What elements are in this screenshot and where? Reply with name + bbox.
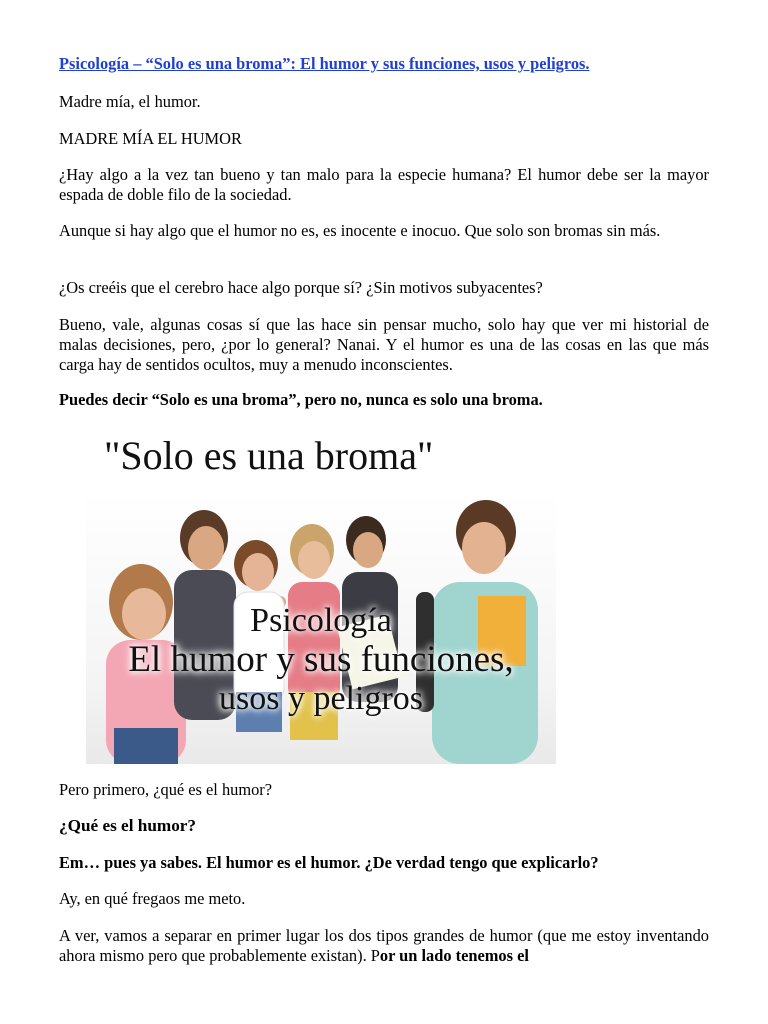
article-image <box>86 422 556 764</box>
emphasis-paragraph: Puedes decir “Solo es una broma”, pero no, nunca es solo una broma. <box>59 390 543 409</box>
paragraph-bold-text: or un lado tenemos el <box>379 946 529 965</box>
title-link[interactable]: Psicología – “Solo es una broma”: El humor y sus funciones, usos y peligros. <box>59 54 590 73</box>
paragraph: ¿Os creéis que el cerebro hace algo porque sí? ¿Sin motivos subyacentes? <box>59 278 543 297</box>
paragraph <box>59 926 709 966</box>
caption-line: El humor y sus funciones, <box>128 639 514 680</box>
person-jeans <box>114 728 178 764</box>
paragraph: ¿Hay algo a la vez tan bueno y tan malo para la especie humana? El humor debe ser la mayor espada de doble filo de la sociedad. <box>59 165 709 204</box>
caption-line: usos y peligros <box>219 680 423 717</box>
paragraph: Aunque si hay algo que el humor no es, es inocente e inocuo. Que solo son bromas sin más. <box>59 221 661 240</box>
emphasis-paragraph: Em… pues ya sabes. El humor es el humor. ¿De verdad tengo que explicarlo? <box>59 853 599 872</box>
caption-line: Psicología <box>250 602 392 639</box>
document-title <box>59 54 709 74</box>
paragraph: Madre mía, el humor. <box>59 92 201 111</box>
image-heading: "Solo es una broma" <box>104 433 434 478</box>
paragraph: Bueno, vale, algunas cosas sí que las hace sin pensar mucho, solo hay que ver mi historial de malas decisiones, pero, ¿por lo general? Nanai. Y el humor es una de las cosas en las que más carga hay de sentidos ocultos, muy a menudo inconscientes. <box>59 315 709 374</box>
section-heading: ¿Qué es el humor? <box>59 816 197 835</box>
paragraph: MADRE MÍA EL HUMOR <box>59 129 242 148</box>
paragraph: Ay, en qué fregaos me meto. <box>59 889 246 908</box>
paragraph-text: A ver, vamos a separar en primer lugar los dos tipos grandes de humor (que me estoy inventando ahora mismo pero que probablemente existan). P <box>59 926 709 965</box>
image-caption <box>86 602 556 718</box>
paragraph: Pero primero, ¿qué es el humor? <box>59 780 273 799</box>
